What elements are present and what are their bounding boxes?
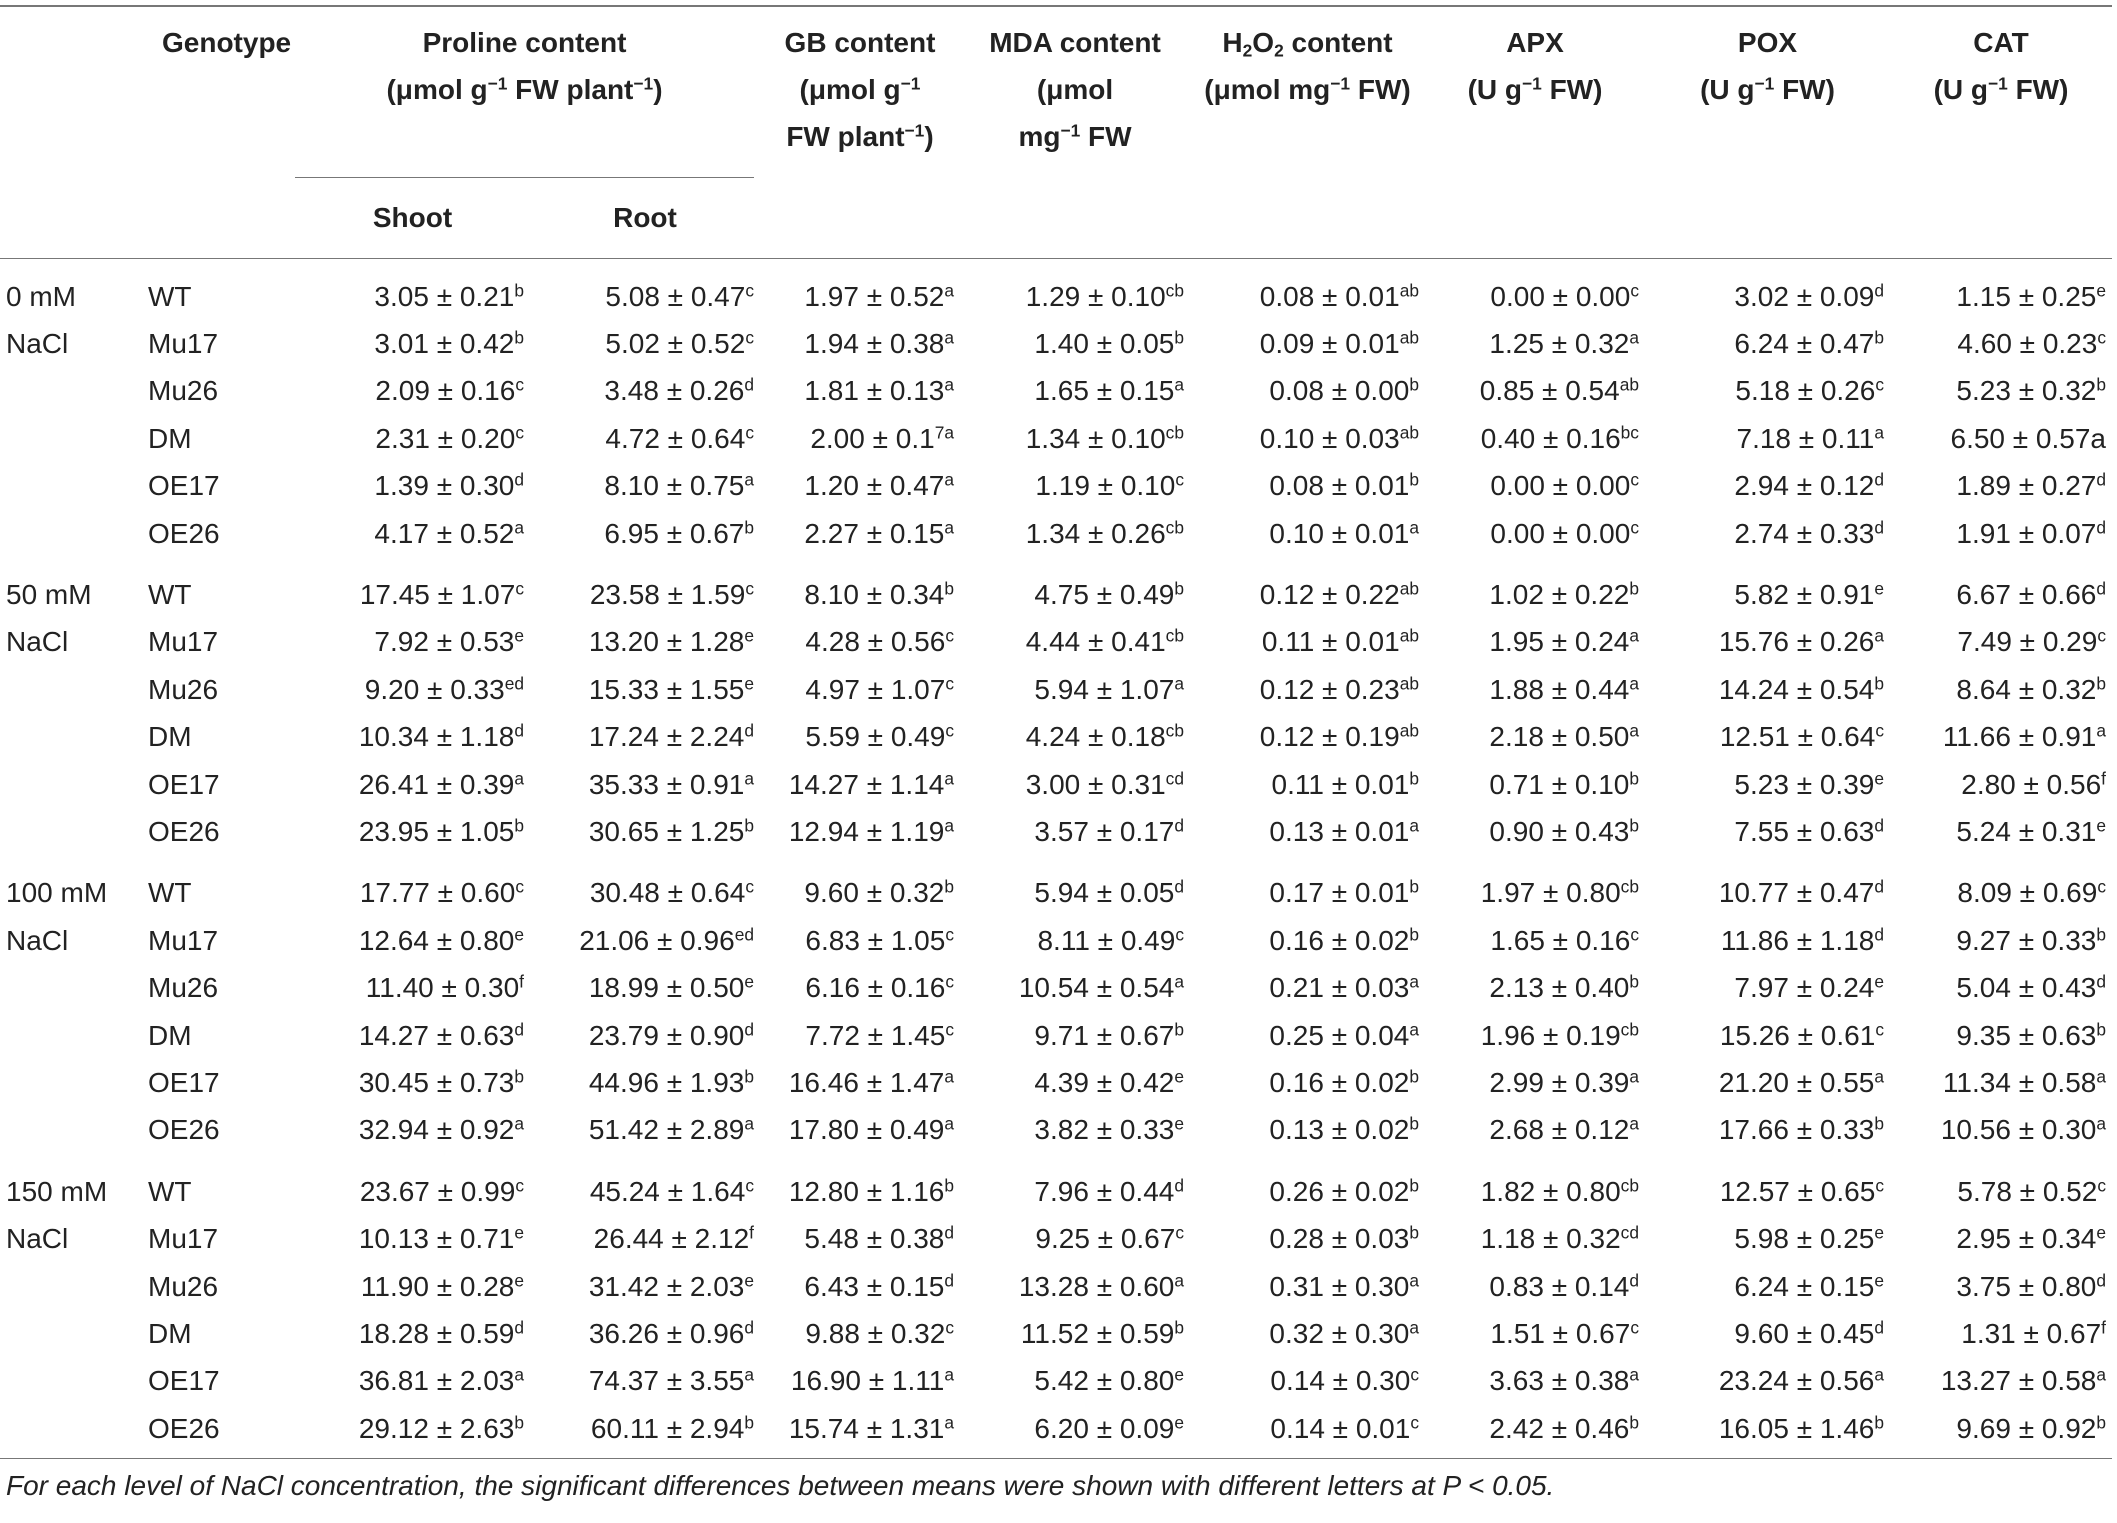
value-cell: 1.29 ± 0.10$^{cb}$ <box>1025 280 1184 312</box>
value-cell: 9.60 ± 0.32$^b$ <box>804 876 954 909</box>
value-cell: 2.09 ± 0.16$^c$ <box>375 374 524 407</box>
value-cell: 9.88 ± 0.32$^c$ <box>805 1317 954 1349</box>
table-row <box>0 368 2112 415</box>
value-cell: 11.86 ± 1.18$^d$ <box>1720 924 1884 956</box>
value-cell: 3.82 ± 0.33$^e$ <box>1034 1113 1184 1146</box>
value-cell: 5.02 ± 0.52$^c$ <box>605 327 754 360</box>
concentration-cell <box>0 714 140 761</box>
concentration-cell <box>0 368 140 415</box>
value-cell: 7.55 ± 0.63$^d$ <box>1734 815 1884 847</box>
value-cell: 0.26 ± 0.02$^b$ <box>1269 1175 1419 1207</box>
value-cell: 35.33 ± 0.91$^a$ <box>588 768 754 800</box>
value-cell: 29.12 ± 2.63$^b$ <box>295 1405 530 1459</box>
table-row <box>0 917 2112 964</box>
value-cell: 16.46 ± 1.47$^a$ <box>788 1066 954 1098</box>
table-row <box>0 1059 2112 1106</box>
value-cell: 3.05 ± 0.21$^b$ <box>374 280 524 312</box>
value-cell: 0.13 ± 0.01$^a$ <box>1269 815 1419 847</box>
value-cell: 0.10 ± 0.03$^{ab}$ <box>1259 422 1419 454</box>
value-cell: 0.14 ± 0.30$^c$ <box>1270 1364 1419 1397</box>
value-cell: 4.60 ± 0.23$^c$ <box>1957 327 2106 360</box>
value-cell: 5.08 ± 0.47$^c$ <box>605 280 754 312</box>
table-row <box>0 1215 2112 1262</box>
table-row <box>0 761 2112 808</box>
value-cell: 2.27 ± 0.15$^a$ <box>804 517 954 549</box>
table-footnote: For each level of NaCl concentration, the significant differences between means were shown with different letters at P < 0.05. <box>6 1470 1555 1501</box>
value-cell: 5.04 ± 0.43$^d$ <box>1956 971 2106 1004</box>
value-cell: 30.45 ± 0.73$^b$ <box>358 1066 524 1098</box>
value-cell: 14.24 ± 0.54$^b$ <box>1718 673 1884 705</box>
value-cell: 15.33 ± 1.55$^e$ <box>588 673 754 705</box>
concentration-cell <box>0 510 140 557</box>
value-cell: 23.95 ± 1.05$^b$ <box>358 815 524 847</box>
value-cell: 16.05 ± 1.46$^b$ <box>1645 1405 1890 1459</box>
value-cell: 44.96 ± 1.93$^b$ <box>588 1066 754 1098</box>
value-cell: 11.40 ± 0.30$^f$ <box>365 971 524 1004</box>
value-cell: 0.14 ± 0.01$^c$ <box>1190 1405 1425 1459</box>
value-cell: 0.13 ± 0.02$^b$ <box>1269 1113 1419 1146</box>
value-cell: 10.13 ± 0.71$^e$ <box>358 1222 524 1255</box>
value-cell: 0.25 ± 0.04$^a$ <box>1269 1019 1419 1051</box>
value-cell: 36.81 ± 2.03$^a$ <box>358 1364 524 1397</box>
genotype-cell: Mu17 <box>148 924 219 956</box>
genotype-cell: DM <box>148 1019 192 1051</box>
value-cell: 5.18 ± 0.26$^c$ <box>1735 374 1884 407</box>
value-cell: 9.71 ± 0.67$^b$ <box>1034 1019 1184 1051</box>
value-cell: 0.08 ± 0.01$^b$ <box>1269 469 1419 502</box>
value-cell: 10.77 ± 0.47$^d$ <box>1718 876 1884 909</box>
value-cell: 0.11 ± 0.01$^{ab}$ <box>1261 625 1419 658</box>
value-cell: 1.51 ± 0.67$^c$ <box>1490 1317 1639 1349</box>
value-cell: 1.34 ± 0.10$^{cb}$ <box>1025 422 1184 454</box>
genotype-cell: DM <box>148 1317 192 1349</box>
value-cell: 13.27 ± 0.58$^a$ <box>1940 1364 2106 1397</box>
value-cell: 0.90 ± 0.43$^b$ <box>1489 815 1639 847</box>
value-cell: 9.35 ± 0.63$^b$ <box>1956 1019 2106 1051</box>
value-cell: 2.13 ± 0.40$^b$ <box>1489 971 1639 1004</box>
genotype-cell: OE17 <box>148 1365 220 1397</box>
genotype-cell: WT <box>148 877 192 909</box>
value-cell: 0.83 ± 0.14$^d$ <box>1489 1269 1639 1302</box>
value-cell: 9.27 ± 0.33$^b$ <box>1956 924 2106 956</box>
concentration-cell <box>0 463 140 510</box>
value-cell: 23.67 ± 0.99$^c$ <box>359 1175 524 1207</box>
value-cell: 11.90 ± 0.28$^e$ <box>360 1269 524 1302</box>
value-cell: 6.20 ± 0.09$^e$ <box>960 1405 1190 1459</box>
value-cell: 74.37 ± 3.55$^a$ <box>588 1364 754 1397</box>
value-cell: 13.28 ± 0.60$^a$ <box>1018 1269 1184 1302</box>
value-cell: 7.72 ± 1.45$^c$ <box>805 1019 954 1051</box>
table-body <box>0 259 2112 1459</box>
genotype-cell: Mu17 <box>148 626 219 658</box>
proline-header: Proline content (μmol $g^{-1}$ FW plant$^{-1}$) <box>295 6 760 178</box>
genotype-cell: Mu26 <box>148 673 219 705</box>
value-cell: 1.97 ± 0.80$^{cb}$ <box>1480 876 1639 909</box>
value-cell: 13.20 ± 1.28$^e$ <box>588 625 754 658</box>
value-cell: 0.00 ± 0.00$^c$ <box>1490 469 1639 502</box>
gb-header: GB content (μmol $g^{-1}$ FW plant$^{-1}$) <box>784 27 936 152</box>
concentration-cell <box>0 1107 140 1154</box>
value-cell: 4.44 ± 0.41$^{cb}$ <box>1025 625 1184 658</box>
value-cell: 6.43 ± 0.15$^d$ <box>804 1269 954 1302</box>
value-cell: 14.27 ± 1.14$^a$ <box>788 768 954 800</box>
value-cell: 15.76 ± 0.26$^a$ <box>1718 625 1884 658</box>
results-table <box>0 5 2112 1459</box>
value-cell: 0.17 ± 0.01$^b$ <box>1269 876 1419 909</box>
value-cell: 1.40 ± 0.05$^b$ <box>1034 327 1184 360</box>
value-cell: 1.88 ± 0.44$^a$ <box>1489 673 1639 705</box>
value-cell: 9.69 ± 0.92$^b$ <box>1890 1405 2112 1459</box>
value-cell: 6.83 ± 1.05$^c$ <box>805 924 954 956</box>
genotype-cell: Mu26 <box>148 375 219 407</box>
concentration-cell <box>0 1012 140 1059</box>
value-cell: 0.12 ± 0.22$^{ab}$ <box>1259 578 1419 611</box>
genotype-cell: DM <box>148 721 192 753</box>
value-cell: 4.28 ± 0.56$^c$ <box>805 625 954 658</box>
value-cell: 11.52 ± 0.59$^b$ <box>1020 1317 1184 1349</box>
value-cell: 1.82 ± 0.80$^{cb}$ <box>1480 1175 1639 1207</box>
value-cell: 15.74 ± 1.31$^a$ <box>760 1405 960 1459</box>
genotype-cell: OE17 <box>148 470 220 502</box>
genotype-cell: OE17 <box>148 768 220 800</box>
value-cell: 23.79 ± 0.90$^d$ <box>588 1019 754 1051</box>
table-row <box>0 1358 2112 1405</box>
concentration-cell: 50 mM <box>6 579 92 611</box>
value-cell: 4.39 ± 0.42$^e$ <box>1034 1066 1184 1098</box>
value-cell: 45.24 ± 1.64$^c$ <box>589 1175 754 1207</box>
value-cell: 5.48 ± 0.38$^d$ <box>804 1222 954 1255</box>
value-cell: 18.99 ± 0.50$^e$ <box>588 971 754 1004</box>
value-cell: 32.94 ± 0.92$^a$ <box>358 1113 524 1146</box>
genotype-cell: WT <box>148 1175 192 1207</box>
value-cell: 60.11 ± 2.94$^b$ <box>530 1405 760 1459</box>
apx-header: APX (U $g^{-1}$ FW) <box>1467 27 1603 105</box>
value-cell: 2.80 ± 0.56$^f$ <box>1961 768 2106 800</box>
genotype-cell: OE26 <box>148 517 220 549</box>
value-cell: 5.98 ± 0.25$^e$ <box>1734 1222 1884 1255</box>
value-cell: 5.23 ± 0.39$^e$ <box>1734 768 1884 800</box>
value-cell: 16.90 ± 1.11$^a$ <box>790 1364 954 1397</box>
concentration-cell <box>0 415 140 462</box>
value-cell: 1.89 ± 0.27$^d$ <box>1956 469 2106 502</box>
value-cell: 0.00 ± 0.00$^c$ <box>1490 517 1639 549</box>
value-cell: 12.64 ± 0.80$^e$ <box>358 924 524 956</box>
value-cell: 7.97 ± 0.24$^e$ <box>1734 971 1884 1004</box>
value-cell: 4.97 ± 1.07$^c$ <box>805 673 954 705</box>
concentration-cell: 150 mM <box>6 1175 108 1207</box>
concentration-cell: NaCl <box>6 328 69 360</box>
value-cell: 17.24 ± 2.24$^d$ <box>588 720 754 753</box>
value-cell: 23.58 ± 1.59$^c$ <box>589 578 754 611</box>
value-cell: 8.10 ± 0.75$^a$ <box>604 469 754 502</box>
value-cell: 2.42 ± 0.46$^b$ <box>1425 1405 1645 1459</box>
value-cell: 36.26 ± 0.96$^d$ <box>588 1317 754 1349</box>
table-row <box>0 1405 2112 1459</box>
concentration-cell <box>0 964 140 1011</box>
value-cell: 31.42 ± 2.03$^e$ <box>588 1269 754 1302</box>
value-cell: 0.28 ± 0.03$^b$ <box>1269 1222 1419 1255</box>
value-cell: 1.15 ± 0.25$^e$ <box>1956 280 2106 312</box>
value-cell: 10.54 ± 0.54$^a$ <box>1018 971 1184 1004</box>
value-cell: 2.74 ± 0.33$^d$ <box>1734 517 1884 549</box>
value-cell: 1.34 ± 0.26$^{cb}$ <box>1025 517 1184 549</box>
value-cell: 1.25 ± 0.32$^a$ <box>1489 327 1639 360</box>
value-cell: 6.67 ± 0.66$^d$ <box>1956 578 2106 611</box>
genotype-cell: DM <box>148 422 192 454</box>
value-cell: 4.75 ± 0.49$^b$ <box>1034 578 1184 611</box>
value-cell: 2.68 ± 0.12$^a$ <box>1489 1113 1639 1146</box>
concentration-cell <box>0 666 140 713</box>
shoot-header: Shoot <box>295 178 530 259</box>
table-row <box>0 1263 2112 1310</box>
value-cell: 0.09 ± 0.01$^{ab}$ <box>1259 327 1419 360</box>
value-cell: 1.96 ± 0.19$^{cb}$ <box>1480 1019 1639 1051</box>
concentration-cell: 0 mM <box>6 280 76 312</box>
value-cell: 12.94 ± 1.19$^a$ <box>788 815 954 847</box>
value-cell: 1.65 ± 0.15$^a$ <box>1034 374 1184 407</box>
value-cell: 11.34 ± 0.58$^a$ <box>1942 1066 2106 1098</box>
table-row <box>0 619 2112 666</box>
conc-header <box>0 6 140 178</box>
cat-header: CAT (U $g^{-1}$ FW) <box>1933 27 2069 105</box>
value-cell: 26.44 ± 2.12$^f$ <box>593 1222 754 1255</box>
value-cell: 5.23 ± 0.32$^b$ <box>1956 374 2106 407</box>
value-cell: 1.91 ± 0.07$^d$ <box>1956 517 2106 549</box>
value-cell: 0.10 ± 0.01$^a$ <box>1269 517 1419 549</box>
concentration-cell: 100 mM <box>6 877 108 909</box>
value-cell: 1.18 ± 0.32$^{cd}$ <box>1480 1222 1639 1255</box>
value-cell: 26.41 ± 0.39$^a$ <box>358 768 524 800</box>
value-cell: 3.02 ± 0.09$^d$ <box>1734 280 1884 312</box>
value-cell: 8.11 ± 0.49$^c$ <box>1037 924 1184 956</box>
value-cell: 17.80 ± 0.49$^a$ <box>788 1113 954 1146</box>
value-cell: 6.24 ± 0.15$^e$ <box>1734 1269 1884 1302</box>
value-cell: 0.85 ± 0.54$^{ab}$ <box>1479 374 1639 407</box>
value-cell: 4.72 ± 0.64$^c$ <box>605 422 754 454</box>
value-cell: 2.95 ± 0.34$^e$ <box>1956 1222 2106 1255</box>
value-cell: 0.00 ± 0.00$^c$ <box>1490 280 1639 312</box>
value-cell: 1.19 ± 0.10$^c$ <box>1035 469 1184 502</box>
value-cell: 21.20 ± 0.55$^a$ <box>1718 1066 1884 1098</box>
value-cell: 17.77 ± 0.60$^c$ <box>359 876 524 909</box>
genotype-cell: OE17 <box>148 1066 220 1098</box>
genotype-cell: Mu26 <box>148 972 219 1004</box>
h2o2-header: $H_2O_2$ content (μmol $mg^{-1}$ FW) <box>1204 27 1411 105</box>
concentration-cell <box>0 1405 140 1459</box>
value-cell: 7.96 ± 0.44$^d$ <box>1034 1175 1184 1207</box>
root-header: Root <box>530 178 760 259</box>
value-cell: 21.06 ± 0.96$^{ed}$ <box>579 924 754 956</box>
value-cell: 0.40 ± 0.16$^{bc}$ <box>1480 422 1639 454</box>
value-cell: 23.24 ± 0.56$^a$ <box>1718 1364 1884 1397</box>
value-cell: 6.50 ± 0.57a <box>1950 422 2106 454</box>
value-cell: 0.12 ± 0.19$^{ab}$ <box>1259 720 1419 753</box>
value-cell: 0.71 ± 0.10$^b$ <box>1489 768 1639 800</box>
genotype-cell: Mu17 <box>148 328 219 360</box>
value-cell: 17.66 ± 0.33$^b$ <box>1718 1113 1884 1146</box>
concentration-cell: NaCl <box>6 1223 69 1255</box>
value-cell: 3.75 ± 0.80$^d$ <box>1956 1269 2106 1302</box>
concentration-cell <box>0 1059 140 1106</box>
value-cell: 1.65 ± 0.16$^c$ <box>1490 924 1639 956</box>
value-cell: 5.24 ± 0.31$^e$ <box>1956 815 2106 847</box>
value-cell: 17.45 ± 1.07$^c$ <box>359 578 524 611</box>
table-row <box>0 1107 2112 1154</box>
value-cell: 8.09 ± 0.69$^c$ <box>1957 876 2106 909</box>
value-cell: 10.56 ± 0.30$^a$ <box>1940 1113 2106 1146</box>
table-row <box>0 510 2112 557</box>
value-cell: 4.17 ± 0.52$^a$ <box>374 517 524 549</box>
table-row <box>0 964 2112 1011</box>
table-row <box>0 1310 2112 1357</box>
value-cell: 8.10 ± 0.34$^b$ <box>804 578 954 611</box>
value-cell: 5.82 ± 0.91$^e$ <box>1734 578 1884 611</box>
value-cell: 2.99 ± 0.39$^a$ <box>1489 1066 1639 1098</box>
value-cell: 8.64 ± 0.32$^b$ <box>1956 673 2106 705</box>
value-cell: 1.39 ± 0.30$^d$ <box>374 469 524 502</box>
value-cell: 3.48 ± 0.26$^d$ <box>604 374 754 407</box>
value-cell: 5.94 ± 1.07$^a$ <box>1034 673 1184 705</box>
genotype-cell: OE26 <box>148 1114 220 1146</box>
mda-header: MDA content (μmol $mg^{-1}$ FW <box>989 27 1161 152</box>
header-row <box>0 6 2112 178</box>
concentration-cell: NaCl <box>6 924 69 956</box>
value-cell: 1.20 ± 0.47$^a$ <box>804 469 954 502</box>
value-cell: 0.21 ± 0.03$^a$ <box>1269 971 1419 1004</box>
genotype-header: Genotype <box>162 27 292 58</box>
value-cell: 2.31 ± 0.20$^c$ <box>375 422 524 454</box>
value-cell: 1.95 ± 0.24$^a$ <box>1489 625 1639 658</box>
value-cell: 6.24 ± 0.47$^b$ <box>1734 327 1884 360</box>
table-row <box>0 714 2112 761</box>
value-cell: 30.65 ± 1.25$^b$ <box>588 815 754 847</box>
table-row <box>0 856 2112 917</box>
value-cell: 0.31 ± 0.30$^a$ <box>1269 1269 1419 1302</box>
value-cell: 3.57 ± 0.17$^d$ <box>1034 815 1184 847</box>
genotype-cell: OE26 <box>148 815 220 847</box>
value-cell: 6.95 ± 0.67$^b$ <box>604 517 754 549</box>
value-cell: 3.63 ± 0.38$^a$ <box>1489 1364 1639 1397</box>
value-cell: 5.94 ± 0.05$^d$ <box>1034 876 1184 909</box>
value-cell: 0.32 ± 0.30$^a$ <box>1269 1317 1419 1349</box>
genotype-cell: Mu17 <box>148 1223 219 1255</box>
table-row <box>0 1154 2112 1215</box>
concentration-cell <box>0 1310 140 1357</box>
value-cell: 0.08 ± 0.00$^b$ <box>1269 374 1419 407</box>
value-cell: 9.20 ± 0.33$^{ed}$ <box>364 673 524 705</box>
concentration-cell <box>0 761 140 808</box>
table-row <box>0 320 2112 367</box>
value-cell: 51.42 ± 2.89$^a$ <box>588 1113 754 1146</box>
table-row <box>0 666 2112 713</box>
value-cell: 3.01 ± 0.42$^b$ <box>374 327 524 360</box>
value-cell: 10.34 ± 1.18$^d$ <box>358 720 524 753</box>
value-cell: 1.97 ± 0.52$^a$ <box>804 280 954 312</box>
value-cell: 1.94 ± 0.38$^a$ <box>804 327 954 360</box>
value-cell: 12.51 ± 0.64$^c$ <box>1719 720 1884 753</box>
genotype-cell: WT <box>148 280 192 312</box>
value-cell: 2.18 ± 0.50$^a$ <box>1489 720 1639 753</box>
value-cell: 5.59 ± 0.49$^c$ <box>805 720 954 753</box>
value-cell: 1.81 ± 0.13$^a$ <box>804 374 954 407</box>
table-row <box>0 808 2112 855</box>
value-cell: 11.66 ± 0.91$^a$ <box>1942 720 2106 753</box>
value-cell: 7.49 ± 0.29$^c$ <box>1957 625 2106 658</box>
value-cell: 30.48 ± 0.64$^c$ <box>589 876 754 909</box>
concentration-cell: NaCl <box>6 626 69 658</box>
genotype-cell: OE26 <box>140 1405 295 1459</box>
value-cell: 9.25 ± 0.67$^c$ <box>1035 1222 1184 1255</box>
value-cell: 9.60 ± 0.45$^d$ <box>1734 1317 1884 1349</box>
value-cell: 12.80 ± 1.16$^b$ <box>788 1175 954 1207</box>
value-cell: 5.42 ± 0.80$^e$ <box>1034 1364 1184 1397</box>
concentration-cell <box>0 808 140 855</box>
table-row <box>0 1012 2112 1059</box>
value-cell: 1.31 ± 0.67$^f$ <box>1961 1317 2106 1349</box>
value-cell: 14.27 ± 0.63$^d$ <box>358 1019 524 1051</box>
value-cell: 0.11 ± 0.01$^b$ <box>1271 768 1419 800</box>
value-cell: 7.18 ± 0.11$^a$ <box>1736 422 1884 454</box>
table-row <box>0 259 2112 321</box>
value-cell: 0.08 ± 0.01$^{ab}$ <box>1259 280 1419 312</box>
value-cell: 12.57 ± 0.65$^c$ <box>1719 1175 1884 1207</box>
concentration-cell <box>0 1263 140 1310</box>
value-cell: 5.78 ± 0.52$^c$ <box>1957 1175 2106 1207</box>
value-cell: 18.28 ± 0.59$^d$ <box>358 1317 524 1349</box>
table-row <box>0 463 2112 510</box>
value-cell: 0.12 ± 0.23$^{ab}$ <box>1259 673 1419 705</box>
table-row <box>0 557 2112 618</box>
pox-header: POX (U $g^{-1}$ FW) <box>1700 27 1835 105</box>
genotype-cell: WT <box>148 579 192 611</box>
subheader-row <box>0 178 2112 259</box>
value-cell: 6.16 ± 0.16$^c$ <box>805 971 954 1004</box>
concentration-cell <box>0 1358 140 1405</box>
table-row <box>0 415 2112 462</box>
value-cell: 1.02 ± 0.22$^b$ <box>1489 578 1639 611</box>
value-cell: 4.24 ± 0.18$^{cb}$ <box>1025 720 1184 753</box>
value-cell: 3.00 ± 0.31$^{cd}$ <box>1025 768 1184 800</box>
value-cell: 7.92 ± 0.53$^e$ <box>374 625 524 658</box>
value-cell: 15.26 ± 0.61$^c$ <box>1719 1019 1884 1051</box>
value-cell: $2.00 \pm 0.1^{7a}$ <box>810 422 954 454</box>
value-cell: 0.16 ± 0.02$^b$ <box>1269 924 1419 956</box>
genotype-cell: Mu26 <box>148 1270 219 1302</box>
value-cell: 0.16 ± 0.02$^b$ <box>1269 1066 1419 1098</box>
value-cell: 2.94 ± 0.12$^d$ <box>1734 469 1884 502</box>
